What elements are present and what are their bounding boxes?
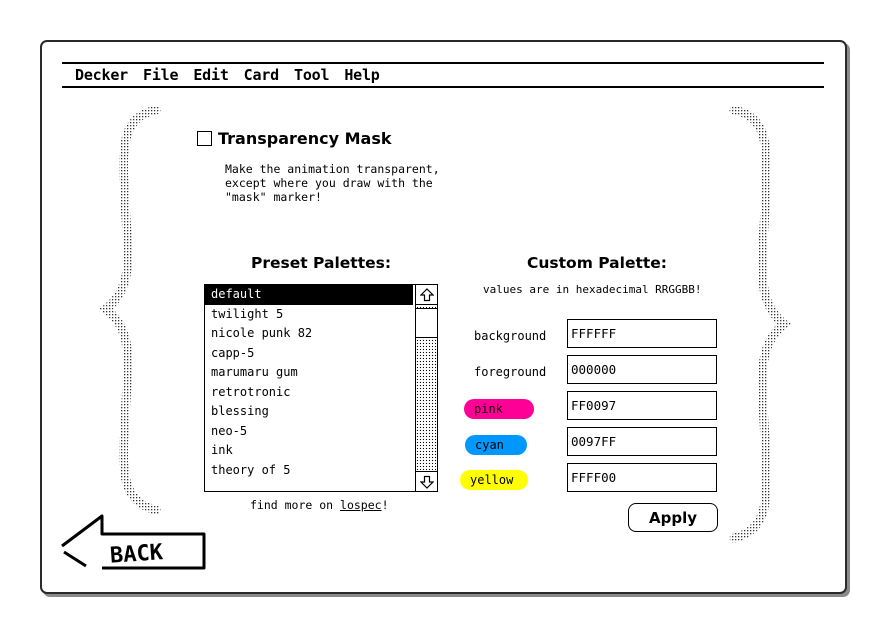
find-more-text <box>250 498 389 512</box>
palette-list-item[interactable]: blessing <box>211 404 269 418</box>
lospec-link[interactable]: lospec <box>340 498 382 512</box>
pink-swatch: pink <box>464 399 534 419</box>
arrow-up-icon <box>420 288 434 302</box>
apply-button[interactable]: Apply <box>628 503 718 532</box>
yellow-swatch: yellow <box>460 470 528 490</box>
custom-palette-heading: Custom Palette: <box>527 254 667 272</box>
back-label: BACK <box>109 540 164 569</box>
foreground-hex-field[interactable] <box>567 355 717 384</box>
scroll-thumb[interactable] <box>416 308 437 338</box>
palette-list-scrollbar[interactable] <box>415 285 437 491</box>
transparency-mask-label: Transparency Mask <box>218 129 392 148</box>
app-window <box>40 40 847 594</box>
transparency-mask-checkbox[interactable] <box>197 131 212 146</box>
cyan-swatch: cyan <box>465 435 527 455</box>
pink-hex-field[interactable] <box>567 391 717 420</box>
background-hex-field[interactable] <box>567 319 717 348</box>
preset-palette-list[interactable] <box>204 284 438 492</box>
back-button[interactable] <box>60 512 210 572</box>
arrow-down-icon <box>420 475 434 489</box>
find-more-prefix: find more on <box>250 498 341 512</box>
menu-edit[interactable]: Edit <box>193 66 229 84</box>
scroll-down-arrow[interactable] <box>416 471 437 491</box>
right-brace-decoration <box>726 104 796 544</box>
menu-card[interactable]: Card <box>243 66 279 84</box>
palette-list-item[interactable]: capp-5 <box>211 345 255 360</box>
transparency-mask-toggle[interactable] <box>197 129 392 148</box>
scroll-up-arrow[interactable] <box>416 285 437 305</box>
yellow-hex-field[interactable] <box>567 463 717 492</box>
palette-list-item[interactable]: default <box>205 285 413 305</box>
palette-list-item[interactable]: retrotronic <box>211 384 291 399</box>
left-brace-decoration <box>94 104 164 516</box>
menu-help[interactable]: Help <box>344 66 380 84</box>
background-label: background <box>474 329 547 343</box>
palette-list-item[interactable]: theory of 5 <box>211 462 291 477</box>
transparency-mask-description: Make the animation transparent, except where you draw with the "mask" marker! <box>225 162 440 204</box>
foreground-label: foreground <box>474 365 547 379</box>
palette-list-item[interactable]: neo-5 <box>211 423 248 438</box>
hex-format-note: values are in hexadecimal RRGGBB! <box>483 283 702 296</box>
palette-list-item[interactable]: twilight 5 <box>211 306 284 321</box>
menu-file[interactable]: File <box>143 66 179 84</box>
menu-bar <box>62 62 824 88</box>
cyan-hex-field[interactable] <box>567 427 717 456</box>
preset-palettes-heading: Preset Palettes: <box>251 254 392 272</box>
find-more-suffix: ! <box>381 498 389 512</box>
palette-list-item[interactable]: marumaru gum <box>211 365 298 379</box>
palette-list-item[interactable]: nicole punk 82 <box>211 326 313 340</box>
palette-list-item[interactable]: ink <box>211 443 233 457</box>
menu-decker[interactable]: Decker <box>75 66 128 84</box>
preset-palette-items <box>205 285 413 480</box>
menu-tool[interactable]: Tool <box>293 66 330 84</box>
